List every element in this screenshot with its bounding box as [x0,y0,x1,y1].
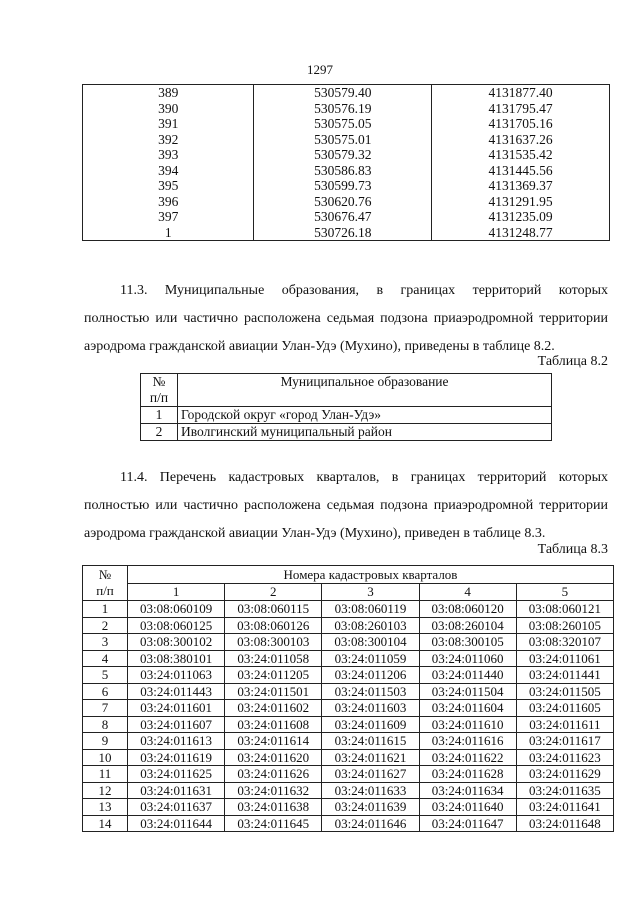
point-number: 391 [83,116,254,132]
cadastral-quarter-number: 03:24:011640 [419,799,516,816]
municipal-row [141,407,552,424]
cadastral-row-num: 14 [83,815,128,832]
cadastral-quarter-number: 03:08:260103 [322,617,419,634]
cadastral-table [82,565,614,832]
table-8-2-caption: Таблица 8.2 [537,354,608,369]
cadastral-quarter-number: 03:24:011603 [322,700,419,717]
cadastral-quarter-number: 03:08:060121 [516,601,613,618]
cadastral-quarter-number: 03:24:011501 [225,683,322,700]
cadastral-quarter-number: 03:24:011616 [419,733,516,750]
section-11-3-line-1 [84,277,608,305]
column-number: 2 [225,583,322,601]
cadastral-quarter-number: 03:24:011605 [516,700,613,717]
cadastral-quarter-number: 03:24:011614 [225,733,322,750]
cadastral-quarter-number: 03:24:011060 [419,650,516,667]
cadastral-quarter-number: 03:24:011441 [516,667,613,684]
table-8-3-caption: Таблица 8.3 [537,542,608,557]
cadastral-quarter-number: 03:24:011629 [516,766,613,783]
section-11-3-line-2: полностью или частично расположена седьмая подзона приаэродромной территории [84,311,608,326]
section-11-4-line-1 [84,464,608,492]
coordinate-row [83,209,610,225]
cadastral-row [83,617,614,634]
cadastral-column-numbers [83,583,614,601]
cadastral-header-num [83,566,128,601]
section-11-3-paragraph [84,277,608,361]
coordinate-row [83,178,610,194]
municipal-row-name: Городской округ «город Улан-Удэ» [178,407,552,424]
cadastral-row-num: 12 [83,782,128,799]
point-number: 389 [83,85,254,101]
cadastral-quarter-number: 03:24:011604 [419,700,516,717]
section-11-4-paragraph [84,464,608,548]
municipal-table-header [141,374,552,407]
cadastral-row-num: 9 [83,733,128,750]
cadastral-header-num-abbrev: п/п [96,583,114,598]
coordinate-row [83,163,610,179]
coordinate-y: 4131795.47 [432,101,610,117]
cadastral-quarter-number: 03:24:011607 [128,716,225,733]
point-number: 396 [83,194,254,210]
cadastral-quarter-number: 03:24:011503 [322,683,419,700]
municipal-table [140,373,552,441]
cadastral-row [83,799,614,816]
cadastral-quarter-number: 03:24:011613 [128,733,225,750]
column-number: 4 [419,583,516,601]
coordinate-row [83,194,610,210]
municipal-row-num: 2 [141,424,178,441]
point-number: 394 [83,163,254,179]
cadastral-row-num: 11 [83,766,128,783]
cadastral-quarter-number: 03:08:260104 [419,617,516,634]
coordinate-row [83,85,610,101]
cadastral-quarter-number: 03:24:011626 [225,766,322,783]
cadastral-quarter-number: 03:24:011602 [225,700,322,717]
cadastral-row [83,766,614,783]
cadastral-quarter-number: 03:08:260105 [516,617,613,634]
cadastral-quarter-number: 03:08:060109 [128,601,225,618]
column-number: 1 [128,583,225,601]
cadastral-row [83,667,614,684]
cadastral-quarter-number: 03:08:300105 [419,634,516,651]
cadastral-quarter-number: 03:24:011628 [419,766,516,783]
cadastral-row [83,683,614,700]
point-number: 1 [83,225,254,241]
cadastral-quarter-number: 03:24:011639 [322,799,419,816]
header-num-abbrev: п/п [149,390,169,405]
section-11-3-line-3: аэродрома гражданской авиации Улан-Удэ (Мухино), приведены в таблице 8.2. [84,339,555,354]
cadastral-quarter-number: 03:24:011638 [225,799,322,816]
coordinate-y: 4131877.40 [432,85,610,101]
coordinate-x: 530576.19 [254,101,432,117]
cadastral-quarter-number: 03:08:060119 [322,601,419,618]
cadastral-row-num: 1 [83,601,128,618]
cadastral-row-num: 8 [83,716,128,733]
section-11-4-line-3: аэродрома гражданской авиации Улан-Удэ (Мухино), приведен в таблице 8.3. [84,526,546,541]
header-num-symbol: № [152,374,166,389]
cadastral-quarter-number: 03:24:011623 [516,749,613,766]
coordinate-y: 4131369.37 [432,178,610,194]
cadastral-quarter-number: 03:24:011648 [516,815,613,832]
municipal-row-name: Иволгинский муниципальный район [178,424,552,441]
coordinate-y: 4131248.77 [432,225,610,241]
coordinate-x: 530620.76 [254,194,432,210]
cadastral-quarter-number: 03:24:011443 [128,683,225,700]
coordinate-x: 530575.05 [254,116,432,132]
column-number: 5 [516,583,613,601]
coordinate-x: 530676.47 [254,209,432,225]
cadastral-row [83,749,614,766]
coordinate-row [83,101,610,117]
cadastral-quarter-number: 03:24:011633 [322,782,419,799]
cadastral-header-num-symbol: № [98,567,112,582]
cadastral-quarter-number: 03:24:011634 [419,782,516,799]
coordinate-y: 4131705.16 [432,116,610,132]
cadastral-quarter-number: 03:08:060115 [225,601,322,618]
cadastral-table-body [83,601,614,832]
coordinate-row [83,225,610,241]
cadastral-quarter-number: 03:08:300103 [225,634,322,651]
cadastral-quarter-number: 03:08:320107 [516,634,613,651]
cadastral-quarter-number: 03:24:011611 [516,716,613,733]
cadastral-quarter-number: 03:24:011622 [419,749,516,766]
cadastral-row-num: 10 [83,749,128,766]
cadastral-header-group: Номера кадастровых кварталов [128,566,614,584]
cadastral-quarter-number: 03:24:011644 [128,815,225,832]
cadastral-row-num: 3 [83,634,128,651]
cadastral-quarter-number: 03:24:011615 [322,733,419,750]
cadastral-quarter-number: 03:24:011609 [322,716,419,733]
coordinate-row [83,147,610,163]
cadastral-quarter-number: 03:24:011635 [516,782,613,799]
coordinates-table [82,84,610,241]
cadastral-quarter-number: 03:08:380101 [128,650,225,667]
cadastral-row-num: 7 [83,700,128,717]
cadastral-row-num: 4 [83,650,128,667]
cadastral-quarter-number: 03:24:011061 [516,650,613,667]
point-number: 390 [83,101,254,117]
coordinate-x: 530586.83 [254,163,432,179]
cadastral-quarter-number: 03:24:011620 [225,749,322,766]
cadastral-row [83,601,614,618]
cadastral-row [83,700,614,717]
cadastral-quarter-number: 03:24:011632 [225,782,322,799]
cadastral-quarter-number: 03:24:011206 [322,667,419,684]
coordinate-x: 530579.40 [254,85,432,101]
cadastral-row [83,815,614,832]
cadastral-quarter-number: 03:24:011647 [419,815,516,832]
coordinate-x: 530599.73 [254,178,432,194]
cadastral-quarter-number: 03:24:011625 [128,766,225,783]
coordinate-y: 4131637.26 [432,132,610,148]
cadastral-quarter-number: 03:24:011641 [516,799,613,816]
section-11-3-line-1-text: 11.3. Муниципальные образования, в границах территорий которых [120,283,608,298]
cadastral-quarter-number: 03:24:011610 [419,716,516,733]
cadastral-quarter-number: 03:08:060120 [419,601,516,618]
cadastral-row [83,634,614,651]
cadastral-quarter-number: 03:24:011205 [225,667,322,684]
cadastral-quarter-number: 03:24:011505 [516,683,613,700]
header-municipality: Муниципальное образование [178,374,552,407]
point-number: 392 [83,132,254,148]
coordinate-row [83,116,610,132]
cadastral-quarter-number: 03:24:011617 [516,733,613,750]
cadastral-quarter-number: 03:24:011627 [322,766,419,783]
point-number: 397 [83,209,254,225]
cadastral-header-row [83,566,614,584]
point-number: 395 [83,178,254,194]
cadastral-row [83,782,614,799]
coordinate-y: 4131535.42 [432,147,610,163]
cadastral-quarter-number: 03:24:011646 [322,815,419,832]
cadastral-quarter-number: 03:24:011059 [322,650,419,667]
cadastral-quarter-number: 03:08:300102 [128,634,225,651]
cadastral-row-num: 13 [83,799,128,816]
cadastral-quarter-number: 03:24:011504 [419,683,516,700]
coordinates-table-body [83,85,610,241]
cadastral-quarter-number: 03:08:060126 [225,617,322,634]
cadastral-row-num: 6 [83,683,128,700]
cadastral-quarter-number: 03:24:011631 [128,782,225,799]
cadastral-row-num: 5 [83,667,128,684]
cadastral-quarter-number: 03:24:011063 [128,667,225,684]
cadastral-quarter-number: 03:08:300104 [322,634,419,651]
section-11-4-line-1-text: 11.4. Перечень кадастровых кварталов, в границах территорий которых [120,470,608,485]
coordinate-x: 530726.18 [254,225,432,241]
coordinate-x: 530579.32 [254,147,432,163]
cadastral-row-num: 2 [83,617,128,634]
municipal-row [141,424,552,441]
cadastral-quarter-number: 03:24:011645 [225,815,322,832]
coordinate-x: 530575.01 [254,132,432,148]
cadastral-quarter-number: 03:24:011608 [225,716,322,733]
cadastral-quarter-number: 03:24:011619 [128,749,225,766]
cadastral-row [83,733,614,750]
cadastral-quarter-number: 03:24:011058 [225,650,322,667]
point-number: 393 [83,147,254,163]
header-num-cell [141,374,178,407]
coordinate-y: 4131445.56 [432,163,610,179]
page-number: 1297 [307,62,333,77]
section-11-4-line-2: полностью или частично расположена седьмая подзона приаэродромной территории [84,498,608,513]
cadastral-quarter-number: 03:24:011621 [322,749,419,766]
coordinate-row [83,132,610,148]
coordinate-y: 4131291.95 [432,194,610,210]
column-number: 3 [322,583,419,601]
cadastral-row [83,716,614,733]
coordinate-y: 4131235.09 [432,209,610,225]
municipal-row-num: 1 [141,407,178,424]
cadastral-quarter-number: 03:08:060125 [128,617,225,634]
cadastral-quarter-number: 03:24:011637 [128,799,225,816]
cadastral-quarter-number: 03:24:011601 [128,700,225,717]
cadastral-row [83,650,614,667]
cadastral-quarter-number: 03:24:011440 [419,667,516,684]
